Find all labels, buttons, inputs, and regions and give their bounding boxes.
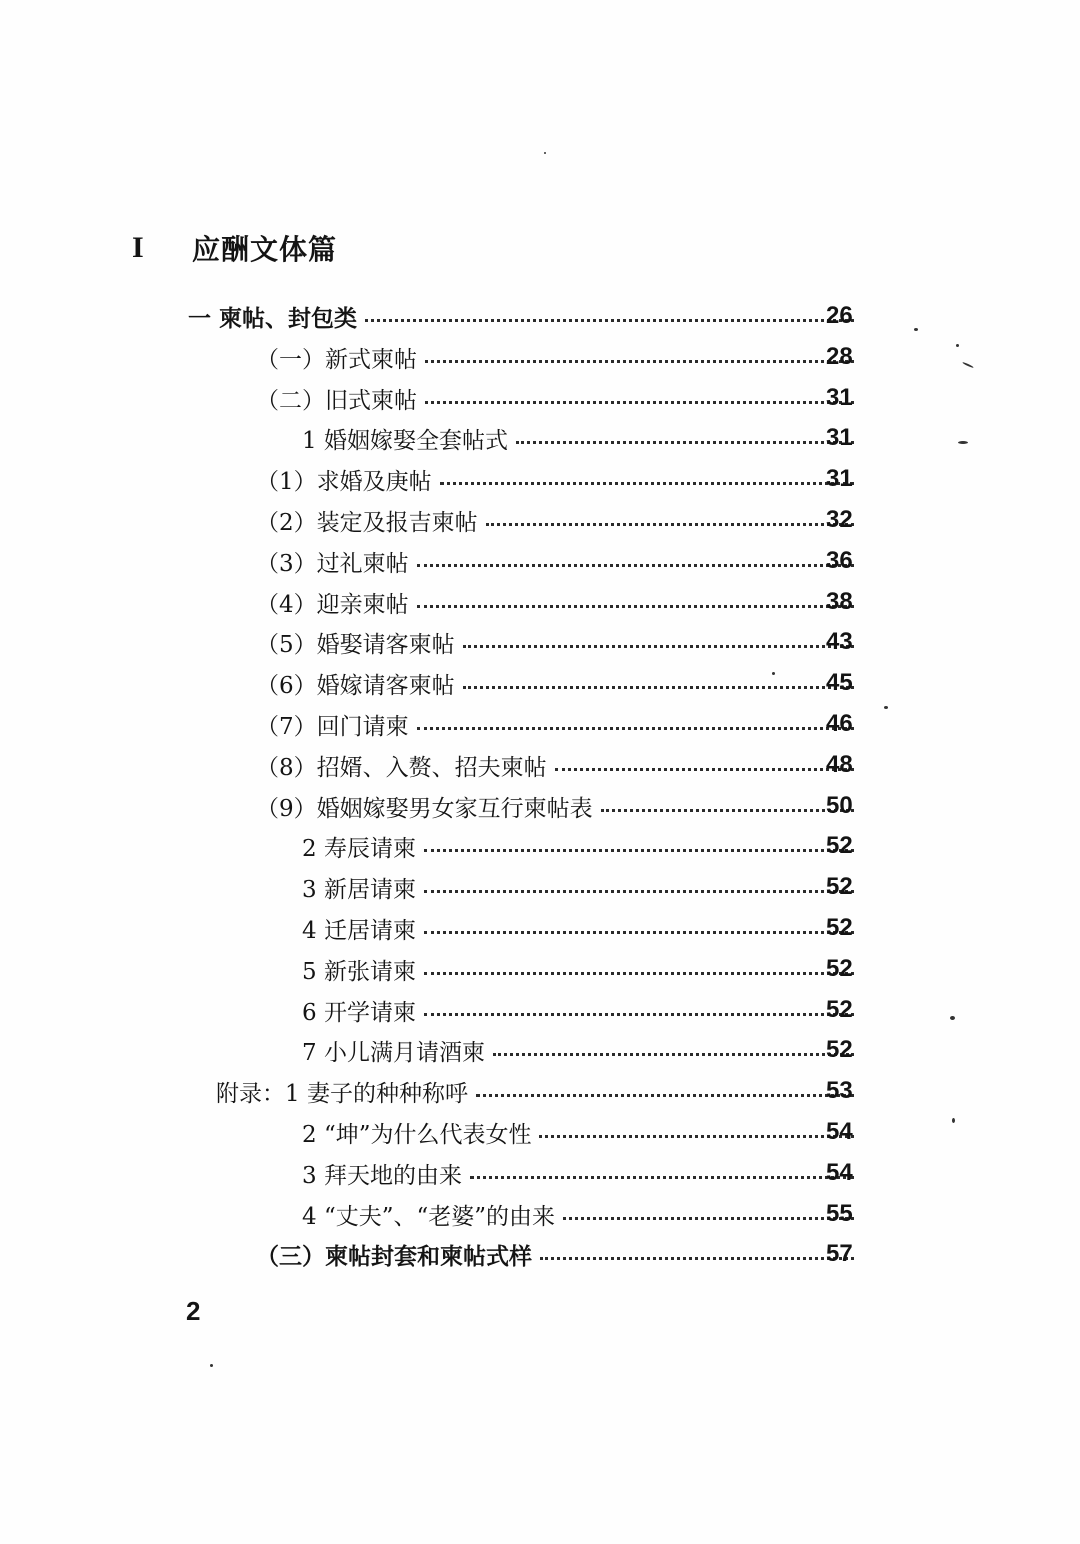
dot-leader [424, 826, 854, 866]
toc-entry-title: （三）柬帖封套和柬帖式样 [256, 1243, 532, 1270]
scan-speck [952, 1118, 955, 1123]
toc-entry [0, 1194, 1080, 1234]
toc-entry-page: 32 [826, 506, 853, 533]
dot-leader [463, 622, 854, 662]
toc-entry-title: 4 “丈夫”、“老婆”的由来 [302, 1203, 555, 1230]
toc-entry-title: （8）招婿、入赘、招夫柬帖 [256, 754, 547, 781]
toc-entry-title: （7）回门请柬 [256, 713, 409, 740]
scan-speck [884, 706, 888, 709]
toc-entry [0, 1234, 1080, 1274]
toc-entry-title: 1 婚姻嫁娶全套帖式 [302, 427, 508, 454]
dot-leader [476, 1071, 854, 1111]
scan-speck [914, 328, 918, 331]
scan-speck [956, 344, 959, 347]
toc-entry [0, 1153, 1080, 1193]
dot-leader [424, 990, 854, 1030]
toc-entry [0, 296, 1080, 336]
toc-entry-title: 4 迁居请柬 [302, 917, 416, 944]
toc-entry-title: 5 新张请柬 [302, 958, 416, 985]
scan-speck [950, 1016, 955, 1020]
toc-entry-title: （一）新式柬帖 [256, 346, 417, 373]
dot-leader [493, 1030, 854, 1070]
toc-entry [0, 908, 1080, 948]
scan-speck [772, 672, 775, 675]
toc-entry [0, 949, 1080, 989]
scan-speck [210, 1364, 213, 1367]
toc-entry [0, 418, 1080, 458]
dot-leader [425, 337, 854, 377]
toc-entry-page: 52 [826, 873, 853, 900]
dot-leader [365, 296, 854, 336]
toc-entry-title: （3）过礼柬帖 [256, 550, 409, 577]
toc-entry [0, 745, 1080, 785]
toc-entry-page: 45 [826, 669, 853, 696]
section-numeral: I [132, 231, 144, 264]
toc-entry-page: 28 [826, 343, 853, 370]
toc-entry-page: 38 [826, 588, 853, 615]
toc-entry-page: 31 [826, 424, 853, 451]
toc-entry-page: 52 [826, 914, 853, 941]
toc-entry-title: 6 开学请柬 [302, 999, 416, 1026]
dot-leader [424, 949, 854, 989]
dot-leader [417, 704, 854, 744]
toc-entry [0, 622, 1080, 662]
toc-entry [0, 459, 1080, 499]
dot-leader [424, 867, 854, 907]
toc-entry-title: （6）婚嫁请客柬帖 [256, 672, 455, 699]
toc-entry-page: 31 [826, 384, 853, 411]
section-heading [132, 224, 337, 272]
toc-entry-title: （4）迎亲柬帖 [256, 591, 409, 618]
toc-entry-title: 2 “坤”为什么代表女性 [302, 1121, 532, 1148]
toc-entry [0, 1030, 1080, 1070]
toc-entry-page: 52 [826, 996, 853, 1023]
toc-entry-page: 31 [826, 465, 853, 492]
toc-entry [0, 663, 1080, 703]
toc-entry-title: 一 柬帖、封包类 [188, 305, 358, 332]
toc-entry [0, 500, 1080, 540]
toc-entry-page: 48 [826, 751, 853, 778]
toc-entry-page: 53 [826, 1077, 853, 1104]
toc-entry-page: 55 [826, 1200, 853, 1227]
toc-entry-page: 54 [826, 1159, 853, 1186]
toc-entry-page: 36 [826, 547, 853, 574]
dot-leader [486, 500, 854, 540]
toc-entry-title: （2）装定及报吉柬帖 [256, 509, 478, 536]
toc-entry [0, 786, 1080, 826]
toc-entry-page: 43 [826, 628, 853, 655]
toc-entry [0, 826, 1080, 866]
toc-entry-page: 46 [826, 710, 853, 737]
toc-entry [0, 990, 1080, 1030]
scan-speck [544, 152, 546, 154]
toc-entry-page: 54 [826, 1118, 853, 1145]
dot-leader [440, 459, 854, 499]
dot-leader [424, 908, 854, 948]
section-title: 应酬文体篇 [192, 233, 338, 266]
toc-entry-page: 52 [826, 832, 853, 859]
dot-leader [417, 541, 854, 581]
toc-entry-page: 26 [826, 302, 853, 329]
dot-leader [425, 378, 854, 418]
dot-leader [555, 745, 854, 785]
toc-entry-title: 7 小儿满月请酒柬 [302, 1039, 485, 1066]
toc-entry-title: （9）婚姻嫁娶男女家互行柬帖表 [256, 795, 593, 822]
toc-entry-title: 2 寿辰请柬 [302, 835, 416, 862]
toc-entry-page: 52 [826, 955, 853, 982]
dot-leader [470, 1153, 854, 1193]
dot-leader [601, 786, 854, 826]
dot-leader [516, 418, 854, 458]
dot-leader [563, 1194, 854, 1234]
toc-entry [0, 541, 1080, 581]
toc-entry-title: 3 新居请柬 [302, 876, 416, 903]
toc-entry [0, 378, 1080, 418]
toc-entry [0, 1112, 1080, 1152]
page-number: 2 [186, 1296, 201, 1326]
toc-entry-page: 52 [826, 1036, 853, 1063]
dot-leader [539, 1112, 854, 1152]
toc-entry-title: 3 拜天地的由来 [302, 1162, 462, 1189]
toc-entry [0, 337, 1080, 377]
dot-leader [417, 582, 854, 622]
toc-entry-title: （5）婚娶请客柬帖 [256, 631, 455, 658]
toc-entry [0, 704, 1080, 744]
toc-entry-title: （1）求婚及庚帖 [256, 468, 432, 495]
dot-leader [540, 1234, 854, 1274]
toc-entry [0, 1071, 1080, 1111]
toc-entry-page: 57 [826, 1240, 853, 1267]
toc-entry-title: （二）旧式柬帖 [256, 387, 417, 414]
dot-leader [463, 663, 854, 703]
toc-entry-title: 附录：1 妻子的种种称呼 [216, 1080, 468, 1107]
toc-entry [0, 582, 1080, 622]
toc-entry [0, 867, 1080, 907]
scan-speck [958, 441, 968, 444]
toc-entry-page: 50 [826, 792, 853, 819]
